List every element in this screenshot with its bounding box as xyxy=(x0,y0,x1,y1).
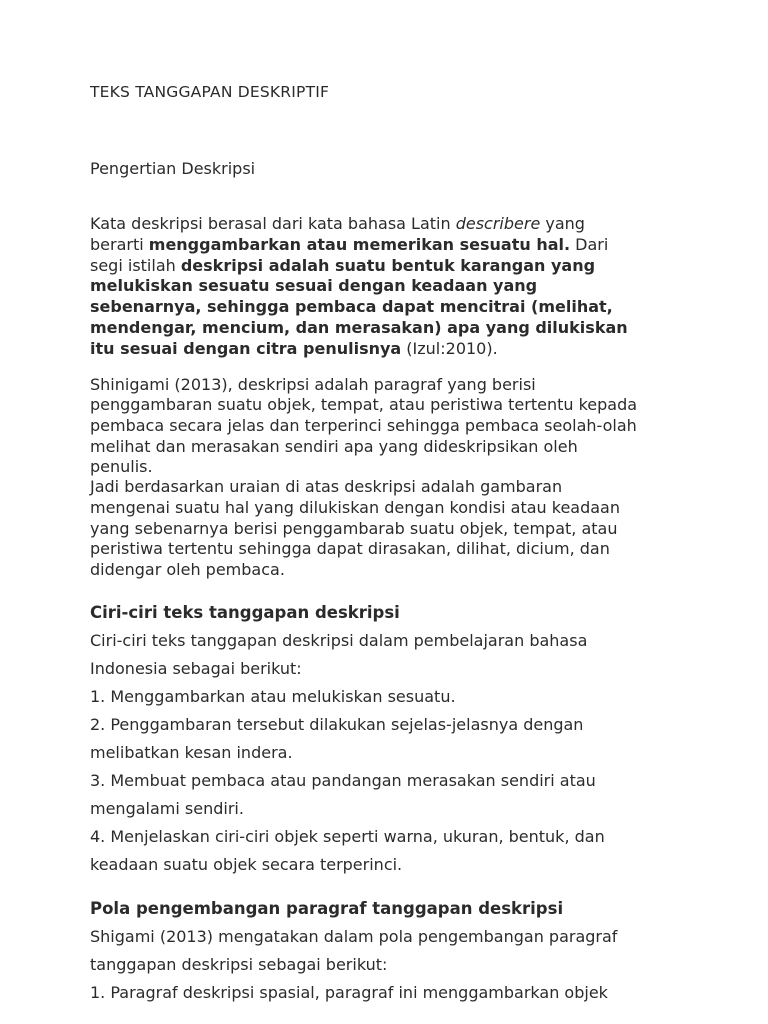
document-title: TEKS TANGGAPAN DESKRIPTIF xyxy=(90,83,330,101)
paragraph-line: penggambaran suatu objek, tempat, atau peristiwa tertentu kepada xyxy=(90,395,638,414)
paragraph-line: Shinigami (2013), deskripsi adalah paragraf yang berisi xyxy=(90,375,536,394)
section-heading-pola: Pola pengembangan paragraf tanggapan deskripsi xyxy=(90,899,564,918)
paragraph-line: melukiskan sesuatu sesuai dengan keadaan yang xyxy=(90,276,538,295)
list-item-continuation: mengalami sendiri. xyxy=(90,799,244,818)
paragraph-line: tanggapan deskripsi sebagai berikut: xyxy=(90,955,388,974)
paragraph-line: sebenarnya, sehingga pembaca dapat mencitrai (melihat, xyxy=(90,297,613,316)
paragraph-line xyxy=(90,258,595,274)
paragraph-line xyxy=(90,237,608,253)
paragraph-line: pembaca secara jelas dan terperinci sehingga pembaca seolah-olah xyxy=(90,416,637,435)
italic-term: describere xyxy=(455,214,541,233)
paragraph-line xyxy=(90,341,498,357)
paragraph-line: melihat dan merasakan sendiri apa yang dideskripsikan oleh xyxy=(90,437,578,456)
paragraph-line: Ciri-ciri teks tanggapan deskripsi dalam pembelajaran bahasa xyxy=(90,631,588,650)
bold-text: itu sesuai dengan citra penulisnya xyxy=(90,339,402,358)
text-span: Kata deskripsi berasal dari kata bahasa Latin xyxy=(90,214,456,233)
paragraph-line: peristiwa tertentu sehingga dapat dirasakan, dilihat, dicium, dan xyxy=(90,539,610,558)
section-heading-ciri-ciri: Ciri-ciri teks tanggapan deskripsi xyxy=(90,603,400,622)
text-span: Dari xyxy=(570,235,609,254)
text-span: yang xyxy=(540,214,585,233)
list-item: 4. Menjelaskan ciri-ciri objek seperti warna, ukuran, bentuk, dan xyxy=(90,827,605,846)
paragraph-line: yang sebenarnya berisi penggambarab suatu objek, tempat, atau xyxy=(90,519,618,538)
list-item: 2. Penggambaran tersebut dilakukan sejelas-jelasnya dengan xyxy=(90,715,584,734)
paragraph-line: Shigami (2013) mengatakan dalam pola pengembangan paragraf xyxy=(90,927,618,946)
paragraph-line: Indonesia sebagai berikut: xyxy=(90,659,302,678)
paragraph-line: mendengar, mencium, dan merasakan) apa yang dilukiskan xyxy=(90,318,628,337)
list-item: 1. Menggambarkan atau melukiskan sesuatu. xyxy=(90,687,456,706)
list-item-continuation: melibatkan kesan indera. xyxy=(90,743,293,762)
section-heading-pengertian: Pengertian Deskripsi xyxy=(90,159,256,178)
list-item: 1. Paragraf deskripsi spasial, paragraf ini menggambarkan objek xyxy=(90,983,608,1002)
bold-text: menggambarkan atau memerikan sesuatu hal. xyxy=(148,235,571,254)
paragraph-line: mengenai suatu hal yang dilukiskan dengan kondisi atau keadaan xyxy=(90,498,620,517)
paragraph-line: Jadi berdasarkan uraian di atas deskripsi adalah gambaran xyxy=(90,477,563,496)
paragraph-line: didengar oleh pembaca. xyxy=(90,560,285,579)
citation: (Izul:2010). xyxy=(401,339,498,358)
text-span: segi istilah xyxy=(90,256,181,275)
list-item-continuation: keadaan suatu objek secara terperinci. xyxy=(90,855,403,874)
bold-text: deskripsi adalah suatu bentuk karangan yang xyxy=(180,256,596,275)
list-item: 3. Membuat pembaca atau pandangan merasakan sendiri atau xyxy=(90,771,596,790)
text-span: berarti xyxy=(90,235,149,254)
paragraph-line: penulis. xyxy=(90,457,153,476)
paragraph-line xyxy=(90,216,585,232)
